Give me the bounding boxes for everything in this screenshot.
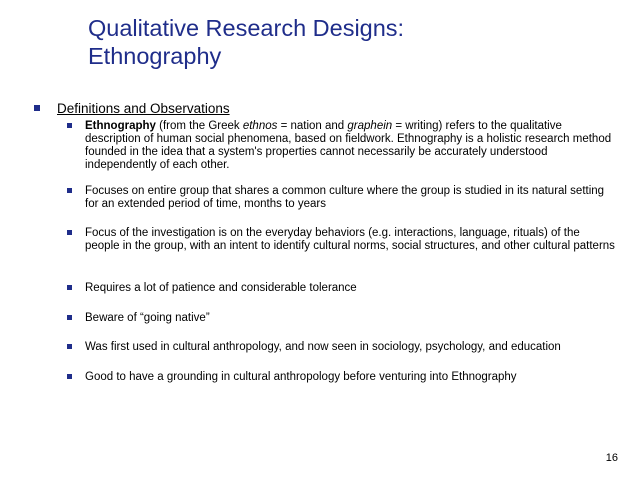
square-bullet-icon: [67, 230, 72, 235]
square-bullet-icon: [67, 344, 72, 349]
bullet-item: [67, 371, 617, 384]
square-bullet-icon: [67, 374, 72, 379]
square-bullet-icon: [67, 188, 72, 193]
bullet-text: Focus of the investigation is on the everyday behaviors (e.g. interactions, language, rituals) of the people in the group, with an intent to identify cultural norms, social structures, and other cultural patterns: [85, 227, 615, 252]
bullet-item: [67, 282, 617, 295]
bullet-text: Good to have a grounding in cultural anthropology before venturing into Ethnography: [85, 371, 517, 383]
definition-part: = writing) refers to the qualitative description of human social phenomena, based on fieldwork. Ethnography is a holistic research method founded in the idea that a system's properties cannot necessarily be accurately understood independently of each other.: [85, 120, 612, 171]
term-graphein: graphein: [347, 120, 393, 132]
bullet-item: [67, 312, 617, 325]
definition-term: Ethnography: [85, 120, 156, 132]
square-bullet-icon: [67, 285, 72, 290]
term-ethnos: ethnos: [242, 120, 278, 132]
definition-text: [85, 120, 617, 172]
bullet-item: [67, 185, 617, 211]
bullet-item: [67, 341, 617, 354]
bullet-text: Beware of “going native”: [85, 312, 210, 324]
square-bullet-icon: [67, 123, 72, 128]
bullet-definition: [67, 120, 617, 172]
slide-title-line2: Ethnography: [88, 43, 222, 69]
section-heading: Definitions and Observations: [57, 101, 230, 116]
slide-title-line1: Qualitative Research Designs:: [88, 15, 405, 41]
definition-part: (from the Greek: [155, 120, 243, 132]
bullet-text: Was first used in cultural anthropology, and now seen in sociology, psychology, and education: [85, 341, 561, 353]
slide-title: [88, 14, 608, 70]
page-number: 16: [605, 452, 618, 464]
bullet-text: Focuses on entire group that shares a common culture where the group is studied in its natural setting for an extended period of time, months to years: [85, 185, 605, 210]
bullet-text: Requires a lot of patience and considerable tolerance: [85, 282, 357, 294]
square-bullet-icon: [67, 315, 72, 320]
definition-part: = nation and: [277, 120, 348, 132]
square-bullet-icon: [34, 105, 40, 111]
bullet-item: [67, 227, 617, 253]
